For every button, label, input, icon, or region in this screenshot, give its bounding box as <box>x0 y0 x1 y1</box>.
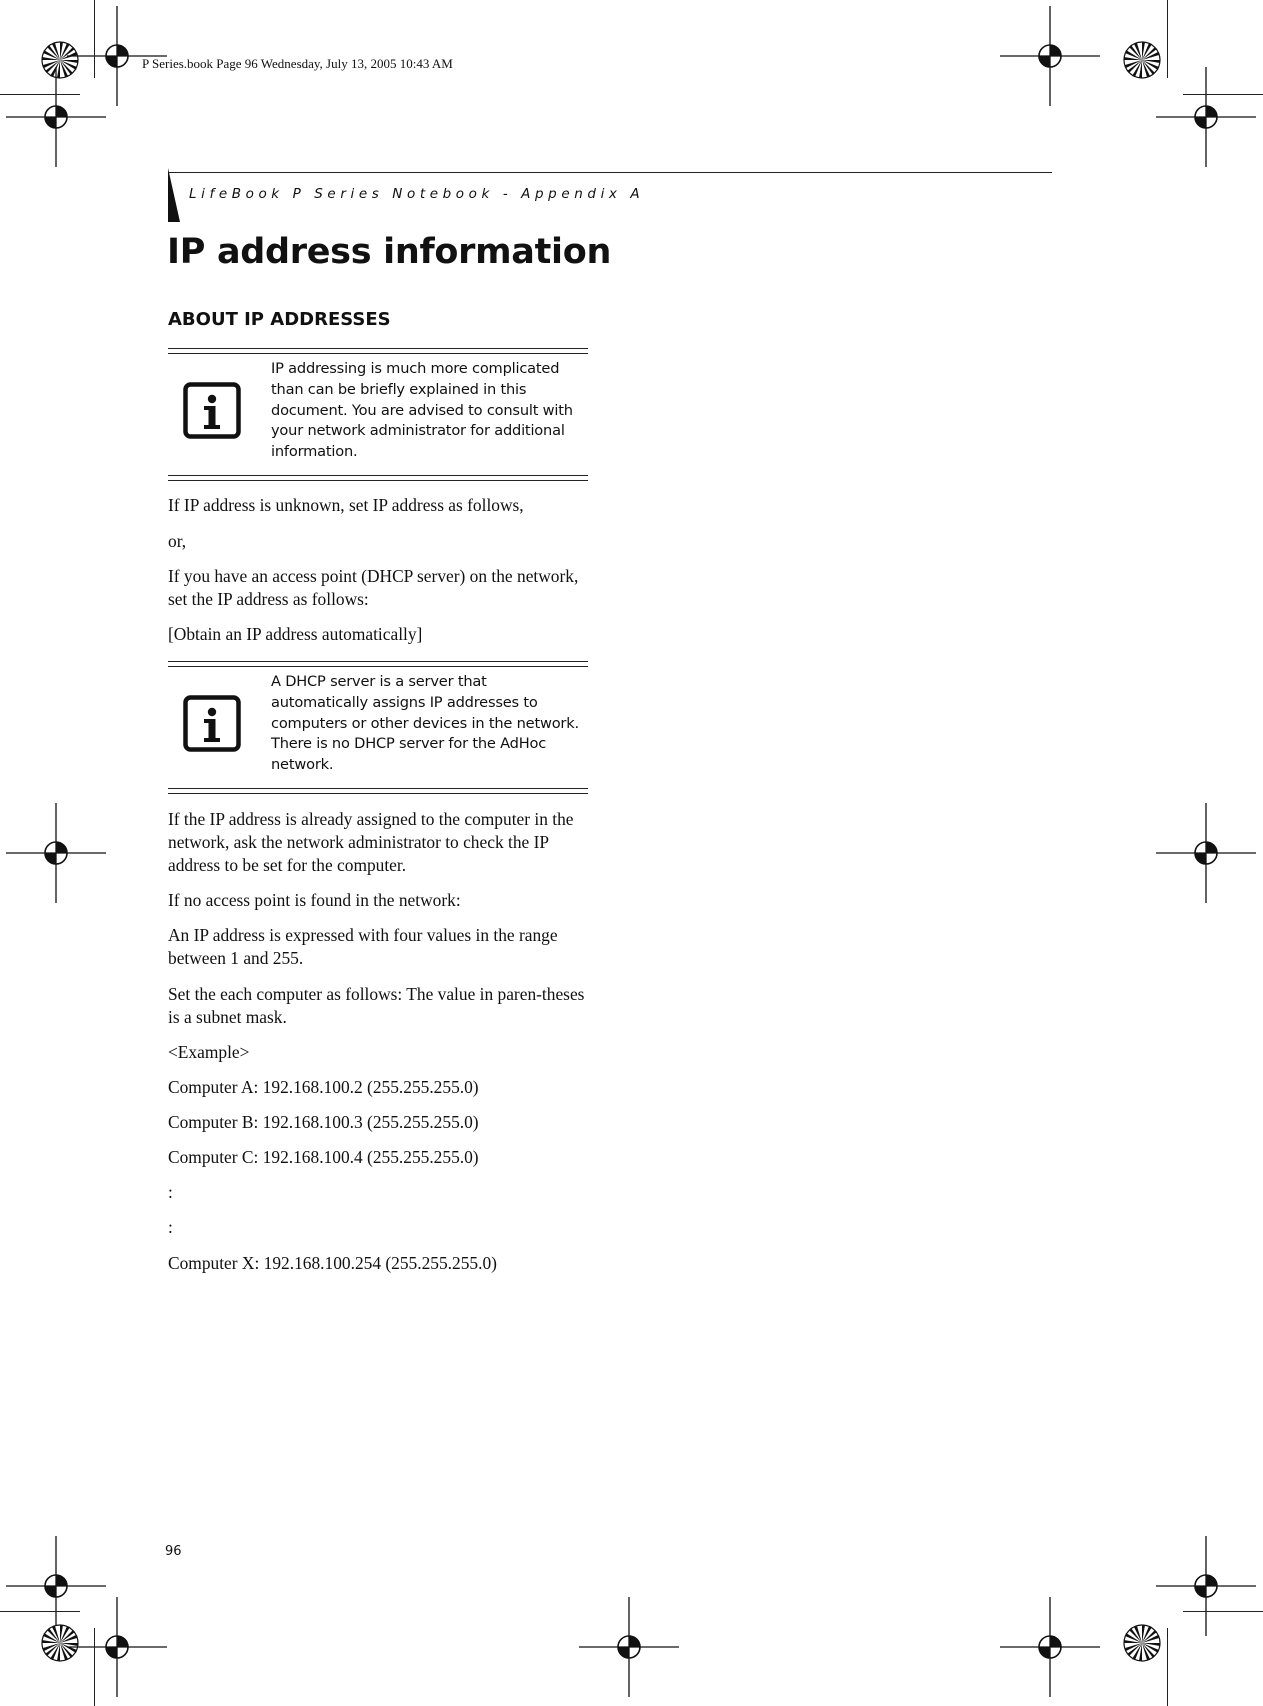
registration-starburst-mark <box>1092 1593 1192 1693</box>
print-slug: P Series.book Page 96 Wednesday, July 13, 2005 10:43 AM <box>142 56 453 71</box>
trim-line <box>1167 1628 1168 1706</box>
note-rule <box>168 793 588 794</box>
registration-crosshair-mark <box>6 67 106 167</box>
note-rule <box>168 480 588 481</box>
paragraph: <Example> <box>168 1042 250 1062</box>
header-tab-marker <box>168 168 180 222</box>
registration-crosshair-mark <box>579 1597 679 1697</box>
trim-line <box>0 1611 80 1612</box>
note-text: IP addressing is much more complicated than can be briefly explained in this document. You are advised to consult with your network administrator for additional information. <box>271 360 573 461</box>
paragraph: Computer X: 192.168.100.254 (255.255.255.0) <box>168 1253 497 1273</box>
trim-line <box>94 1628 95 1706</box>
trim-line <box>1183 1611 1263 1612</box>
registration-crosshair-mark <box>1000 6 1100 106</box>
paragraph: Computer B: 192.168.100.3 (255.255.255.0) <box>168 1112 479 1132</box>
note-rule <box>168 348 588 349</box>
info-icon <box>183 695 241 752</box>
trim-line <box>0 94 80 95</box>
trim-line <box>94 0 95 78</box>
page-title: IP address information <box>167 232 612 272</box>
paragraph: Computer A: 192.168.100.2 (255.255.255.0) <box>168 1077 479 1097</box>
info-icon <box>183 382 241 439</box>
registration-crosshair-mark <box>67 1597 167 1697</box>
paragraph: Computer C: 192.168.100.4 (255.255.255.0) <box>168 1147 479 1167</box>
note-rule <box>168 661 588 662</box>
paragraph: If the IP address is already assigned to the computer in the network, ask the network administrator to check the IP address to be set for the computer. <box>168 809 574 875</box>
paragraph: If no access point is found in the network: <box>168 890 461 910</box>
registration-crosshair-mark <box>1156 803 1256 903</box>
note-rule <box>168 353 588 354</box>
trim-line <box>1167 0 1168 78</box>
note-rule <box>168 666 588 667</box>
paragraph: If you have an access point (DHCP server) on the network, set the IP address as follows: <box>168 566 579 609</box>
paragraph: : <box>168 1217 173 1237</box>
note-rule <box>168 788 588 789</box>
info-note <box>168 661 588 795</box>
paragraph: : <box>168 1182 173 1202</box>
note-text: A DHCP server is a server that automatically assigns IP addresses to computers or other devices in the network. There is no DHCP server for the AdHoc network. <box>271 673 579 774</box>
paragraph: If IP address is unknown, set IP address as follows, <box>168 495 524 515</box>
running-header: LifeBook P Series Notebook - Appendix A <box>189 186 645 202</box>
registration-crosshair-mark <box>1156 67 1256 167</box>
note-rule <box>168 475 588 476</box>
header-rule <box>168 172 1052 173</box>
paragraph: An IP address is expressed with four values in the range between 1 and 255. <box>168 925 558 968</box>
registration-crosshair-mark <box>1000 1597 1100 1697</box>
trim-line <box>1183 94 1263 95</box>
paragraph: [Obtain an IP address automatically] <box>168 624 423 644</box>
info-note <box>168 348 588 482</box>
page-number: 96 <box>165 1544 182 1559</box>
paragraph: Set the each computer as follows: The value in paren-theses is a subnet mask. <box>168 984 585 1027</box>
registration-crosshair-mark <box>6 803 106 903</box>
paragraph: or, <box>168 531 187 551</box>
section-heading: ABOUT IP ADDRESSES <box>168 309 391 330</box>
